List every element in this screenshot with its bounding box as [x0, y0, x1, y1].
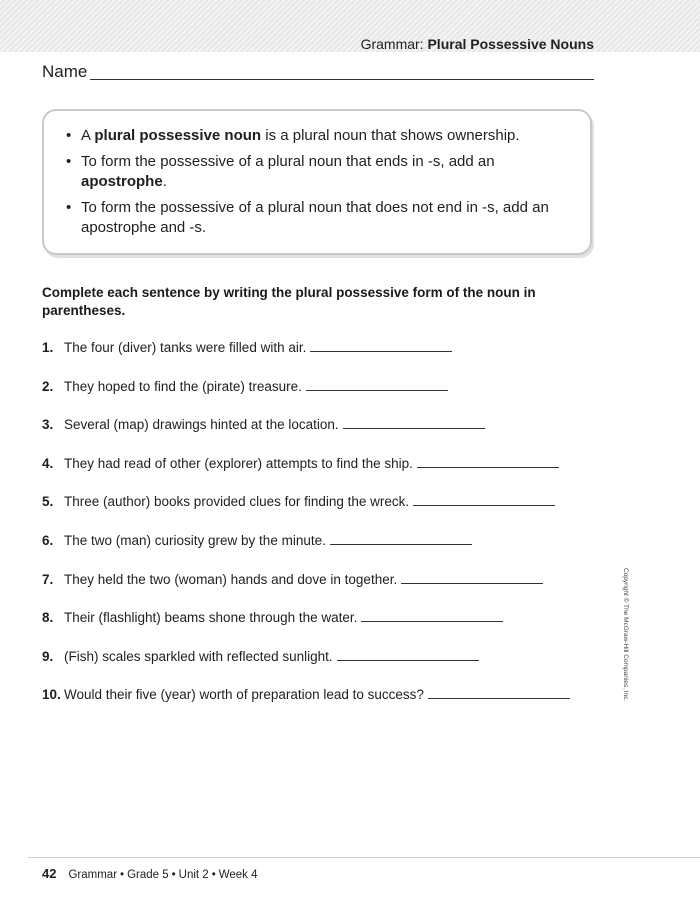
rule-term: plural possessive noun	[94, 127, 262, 144]
answer-blank[interactable]	[417, 457, 559, 468]
question-item	[42, 687, 602, 726]
question-item	[42, 533, 602, 572]
answer-blank[interactable]	[343, 418, 485, 429]
footer-divider	[28, 857, 700, 858]
footer-subject: Grammar	[68, 869, 118, 881]
answer-blank[interactable]	[337, 650, 479, 661]
rule-item: • A plural possessive noun is a plural noun that shows ownership.	[66, 127, 520, 144]
question-text: Would their five (year) worth of preparation lead to success?	[64, 687, 424, 703]
question-number: 9.	[42, 648, 54, 664]
question-text: (Fish) scales sparkled with reflected sunlight.	[64, 648, 333, 664]
question-number: 5.	[42, 494, 54, 510]
question-number: 1.	[42, 340, 54, 355]
question-number: 7.	[42, 571, 54, 587]
name-field[interactable]	[42, 62, 594, 84]
answer-blank[interactable]	[428, 688, 570, 699]
answer-blank[interactable]	[361, 611, 503, 622]
question-text: Their (flashlight) beams shone through the water.	[64, 610, 358, 626]
question-text: They hoped to find the (pirate) treasure.	[64, 378, 302, 394]
question-list	[42, 340, 602, 726]
question-item	[42, 379, 602, 418]
page-number: 42	[42, 866, 57, 881]
answer-blank[interactable]	[330, 534, 472, 545]
question-text: Several (map) drawings hinted at the location.	[64, 417, 339, 433]
bullet-icon: •	[211, 869, 216, 881]
question-text: They had read of other (explorer) attempts to find the ship.	[64, 455, 413, 471]
bullet-icon: •	[66, 153, 72, 170]
question-item	[42, 417, 602, 456]
name-writing-line[interactable]	[90, 79, 594, 80]
question-item	[42, 456, 602, 495]
question-text: They held the two (woman) hands and dove in together.	[64, 571, 398, 587]
question-number: 2.	[42, 378, 54, 394]
answer-blank[interactable]	[413, 495, 555, 506]
question-number: 4.	[42, 455, 54, 471]
rule-list	[66, 126, 572, 244]
question-item	[42, 610, 602, 649]
bullet-icon: •	[66, 127, 72, 144]
name-label: Name	[42, 62, 88, 81]
question-number: 6.	[42, 532, 54, 548]
question-number: 8.	[42, 610, 54, 626]
question-text: The two (man) curiosity grew by the minute.	[64, 532, 326, 548]
question-item	[42, 340, 602, 379]
bullet-icon: •	[120, 869, 125, 881]
rule-term: apostrophe	[81, 173, 163, 190]
bullet-icon: •	[66, 199, 72, 216]
answer-blank[interactable]	[310, 341, 452, 352]
answer-blank[interactable]	[306, 380, 448, 391]
rule-box	[42, 109, 592, 255]
rule-item: • To form the possessive of a plural noun that ends in -s, add an apostrophe.	[66, 153, 495, 190]
question-text: Three (author) books provided clues for finding the wreck.	[64, 494, 410, 510]
answer-blank[interactable]	[401, 573, 543, 584]
page-header	[361, 36, 594, 52]
footer-unit: Unit 2	[178, 869, 209, 881]
question-item	[42, 572, 602, 611]
copyright-notice	[619, 568, 631, 718]
copyright-text: Copyright © The McGraw-Hill Companies, Inc.	[622, 568, 629, 702]
rule-item: • To form the possessive of a plural noun that does not end in -s, add an apostrophe and -s.	[66, 199, 549, 236]
header-prefix: Grammar:	[360, 36, 424, 52]
header-band	[0, 0, 700, 52]
question-text: The four (diver) tanks were filled with air.	[64, 340, 307, 355]
bullet-icon: •	[171, 869, 176, 881]
question-number: 3.	[42, 417, 54, 433]
footer-week: Week 4	[218, 869, 258, 881]
directions: Complete each sentence by writing the plural possessive form of the noun in parentheses.	[42, 285, 536, 318]
header-topic: Plural Possessive Nouns	[427, 36, 594, 52]
footer-grade: Grade 5	[127, 869, 169, 881]
question-item	[42, 494, 602, 533]
question-number: 10.	[42, 687, 61, 703]
question-item	[42, 649, 602, 688]
page-footer	[42, 866, 258, 881]
